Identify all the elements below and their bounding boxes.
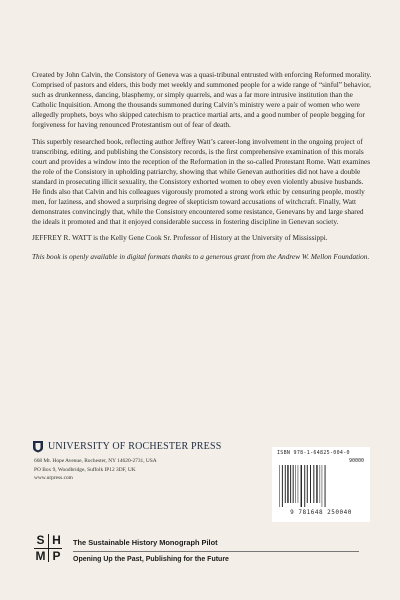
barcode-bar — [293, 465, 294, 503]
address-line: 668 Mt. Hope Avenue, Rochester, NY 14620-2731, USA — [34, 458, 157, 464]
price-code: 90000 — [348, 458, 364, 464]
barcode-bars — [278, 465, 362, 507]
publisher-logo-icon — [32, 440, 44, 453]
publisher-name: UNIVERSITY OF ROCHESTER PRESS — [48, 441, 222, 452]
barcode-bar — [279, 465, 280, 507]
barcode-bar — [322, 465, 323, 507]
author-bio: JEFFREY R. WATT is the Kelly Gene Cook Sr. Professor of History at the University of Mississippi. — [32, 233, 328, 243]
barcode-bar — [290, 465, 291, 503]
series-title: The Sustainable History Monograph Pilot — [73, 538, 218, 547]
publisher-website: www.urpress.com — [34, 475, 73, 481]
barcode-bar — [285, 465, 286, 503]
barcode-bar — [304, 465, 305, 507]
series-logo-letter: H — [52, 533, 61, 547]
barcode-bar — [320, 465, 321, 503]
barcode-bar — [307, 465, 308, 503]
barcode-bar — [316, 465, 317, 503]
barcode-bar — [310, 465, 311, 503]
barcode-bar — [313, 465, 314, 503]
publisher-address — [34, 457, 242, 483]
series-tagline: Opening Up the Past, Publishing for the Future — [73, 556, 229, 563]
series-logo-letter: P — [52, 549, 61, 563]
address-line: PO Box 9, Woodbridge, Suffolk IP12 3DF, UK — [34, 466, 136, 473]
isbn-barcode — [272, 447, 370, 522]
divider — [34, 548, 62, 549]
isbn-label: ISBN 978-1-64825-004-0 — [277, 450, 350, 456]
barcode-bar — [298, 465, 299, 503]
grant-note: This book is openly available in digital formats thanks to a generous grant from the Andrew W. Mellon Foundation. — [32, 251, 370, 261]
description-paragraph-2: This superbly researched book, reflecting author Jeffrey Watt’s career-long involvement in the ongoing project of transcribing, editing, and publishing the Consistory records, is the first comprehensive examination of this morals court and provides a window into the reception of the Reformation in the so-called Protestant Rome. Watt examines the role of the Consistory in upholding patriarchy, showing that while Genevan authorities did not have a double standard in prosecuting illicit sexuality, the Consistory exhorted women to obey even violently abusive husbands. He finds also that Calvin and his colleagues vigorously promoted a strong work ethic by censuring people, mostly men, for laziness, and showed a surprising degree of skepticism toward accusations of witchcraft. Finally, Watt demonstrates convincingly that, while the Consistory encountered some resistance, Genevans by and large shared the ideals it promoted and that it enjoyed considerable success in fostering discipline in Genevan society. — [32, 136, 371, 227]
barcode-bar — [325, 465, 326, 507]
series-logo — [33, 533, 63, 563]
divider — [73, 551, 359, 552]
barcode-bar — [301, 465, 302, 507]
cover-description — [32, 70, 372, 268]
description-paragraph-1: Created by John Calvin, the Consistory of Geneva was a quasi-tribunal entrusted with enforcing Reformed morality. Comprised of pastors and elders, this body met weekly and summoned people for a wide range of “sinful” behavior, such as drunkenness, dancing, blasphemy, or simply quarrels, and was a far more intrusive institution than the Catholic Inquisition. Among the thousands summoned during Calvin’s ministry were a pair of women who were allegedly prophets, boys who skipped catechism to practice martial arts, and a good number of people begging for forgiveness for having renounced Protestantism out of fear of death. — [32, 70, 372, 130]
series-logo-letter: M — [35, 549, 46, 563]
series-logo-letter: S — [36, 533, 45, 547]
barcode-bar — [282, 465, 283, 507]
barcode-bar — [287, 465, 288, 503]
publisher-block — [32, 440, 242, 483]
barcode-digits: 9 781648 250040 — [290, 509, 352, 516]
series-info — [73, 538, 373, 563]
barcode-bar — [295, 465, 296, 503]
